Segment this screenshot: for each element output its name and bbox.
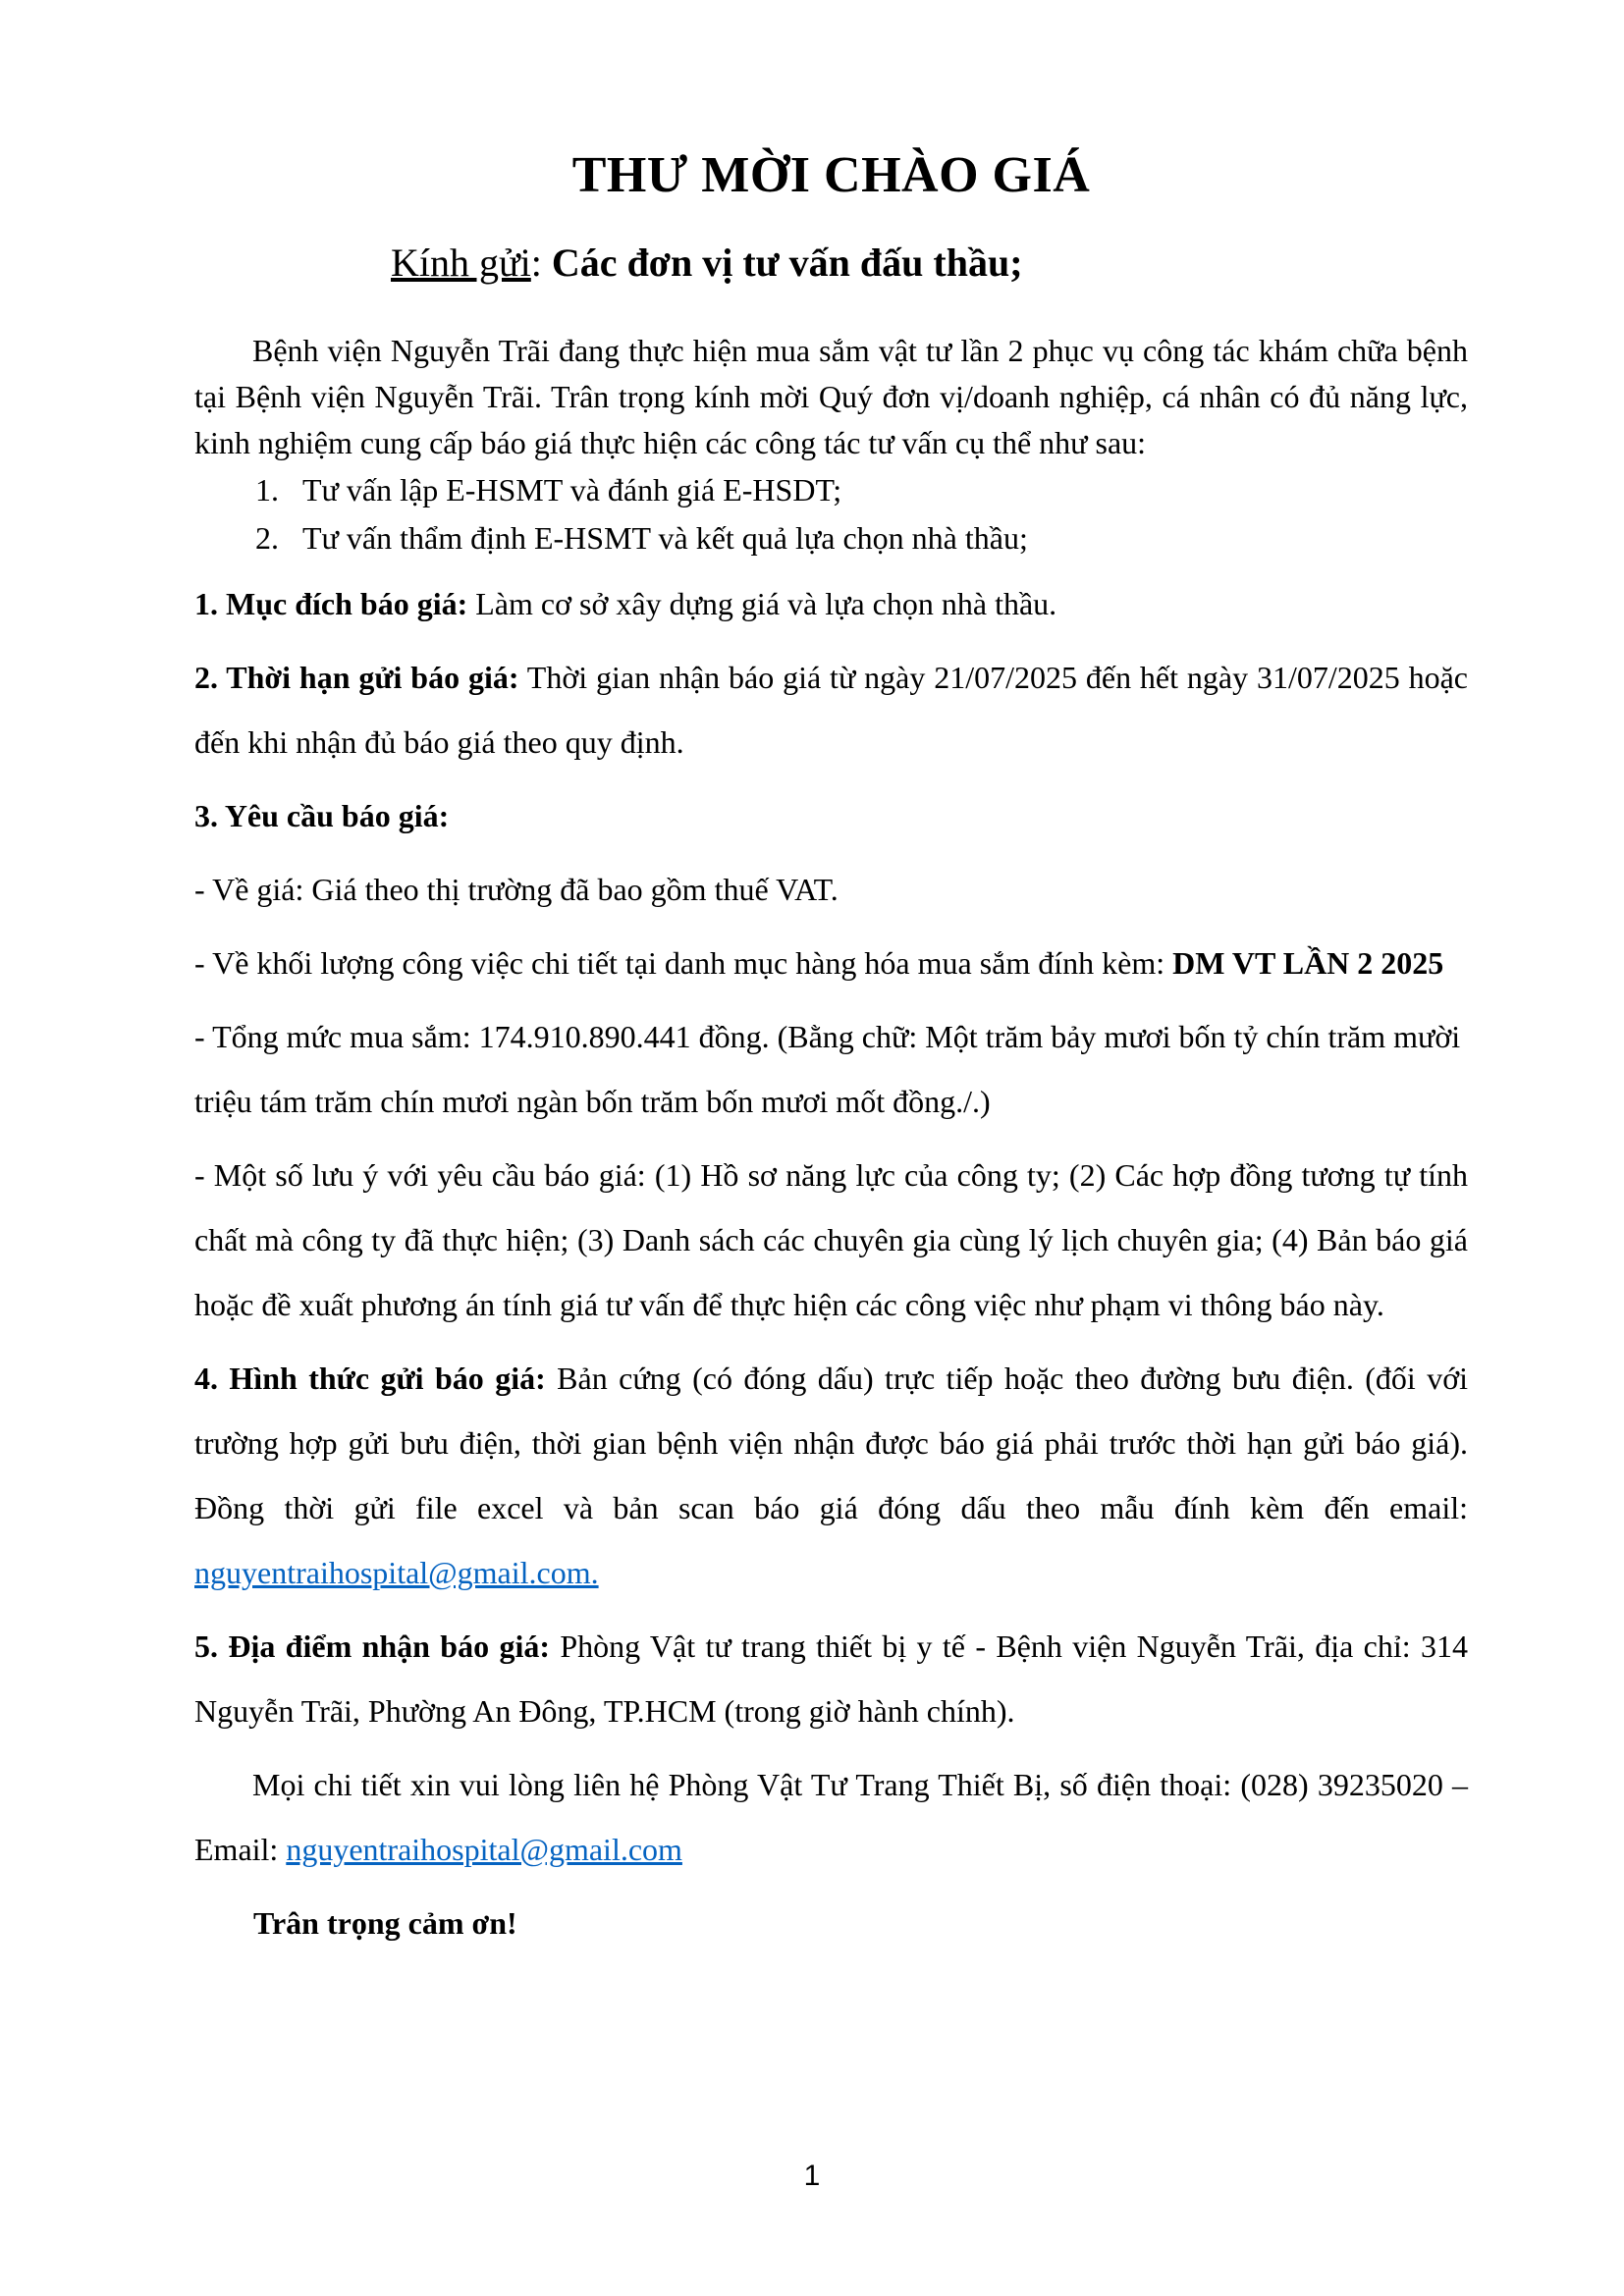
section-2-text: Thời gian nhận báo giá từ ngày 21/07/2025 đến hết ngày 31/07/2025 hoặc đến khi nhận đủ báo giá theo quy định.	[194, 660, 1469, 760]
requirement-scope-text: - Về khối lượng công việc chi tiết tại danh mục hàng hóa mua sắm đính kèm:	[194, 945, 1173, 981]
salutation-separator: :	[530, 240, 552, 285]
task-number: 2.	[255, 520, 279, 556]
section-2-paragraph	[194, 645, 1468, 774]
section-4-paragraph	[194, 1346, 1468, 1605]
section-1-text: Làm cơ sở xây dựng giá và lựa chọn nhà thầu.	[467, 586, 1057, 621]
task-item	[255, 466, 1468, 514]
section-4-label: 4. Hình thức gửi báo giá:	[194, 1361, 546, 1396]
task-item	[255, 514, 1468, 562]
section-5-label: 5. Địa điểm nhận báo giá:	[194, 1629, 550, 1664]
salutation	[391, 238, 1468, 289]
requirement-scope-attachment-name: DM VT LẦN 2 2025	[1172, 945, 1444, 981]
section-1-label: 1. Mục đích báo giá:	[194, 586, 468, 621]
contact-text: Mọi chi tiết xin vui lòng liên hệ Phòng Vật Tư Trang Thiết Bị, số điện thoại: (028) 39235020 – Email:	[194, 1767, 1468, 1867]
page-title: THƯ MỜI CHÀO GIÁ	[571, 147, 1091, 203]
task-number: 1.	[255, 472, 279, 507]
email-link-1[interactable]: nguyentraihospital@gmail.com.	[194, 1555, 599, 1590]
task-text: Tư vấn thẩm định E-HSMT và kết quả lựa chọn nhà thầu;	[302, 520, 1028, 556]
salutation-label: Kính gửi	[391, 240, 531, 285]
section-5-paragraph	[194, 1614, 1468, 1743]
requirement-item-total-budget: - Tổng mức mua sắm: 174.910.890.441 đồng. (Bằng chữ: Một trăm bảy mươi bốn tỷ chín trăm mười triệu tám trăm chín mươi ngàn bốn trăm bốn mươi mốt đồng./.)	[194, 1019, 1461, 1119]
closing-text: Trân trọng cảm ơn!	[253, 1905, 517, 1941]
requirement-item-scope	[194, 931, 1468, 995]
section-5-text: Phòng Vật tư trang thiết bị y tế - Bệnh viện Nguyễn Trãi, địa chỉ: 314 Nguyễn Trãi, Phường An Đông, TP.HCM (trong giờ hành chính).	[194, 1629, 1469, 1729]
section-3-heading	[194, 783, 1468, 848]
requirement-item-notes: - Một số lưu ý với yêu cầu báo giá: (1) Hồ sơ năng lực của công ty; (2) Các hợp đồng tương tự tính chất mà công ty đã thực hiện; (3) Danh sách các chuyên gia cùng lý lịch chuyên gia; (4) Bản báo giá hoặc đề xuất phương án tính giá tư vấn để thực hiện các công việc như phạm vi thông báo này.	[194, 1157, 1468, 1322]
page-number: 1	[803, 2160, 821, 2192]
intro-paragraph: Bệnh viện Nguyễn Trãi đang thực hiện mua sắm vật tư lần 2 phục vụ công tác khám chữa bệnh tại Bệnh viện Nguyễn Trãi. Trân trọng kính mời Quý đơn vị/doanh nghiệp, cá nhân có đủ năng lực, kinh nghiệm cung cấp báo giá thực hiện các công tác tư vấn cụ thể như sau:	[194, 333, 1468, 460]
section-3-label: 3. Yêu cầu báo giá:	[194, 798, 450, 833]
section-2-label: 2. Thời hạn gửi báo giá:	[194, 660, 519, 695]
email-link-2[interactable]: nguyentraihospital@gmail.com	[286, 1832, 682, 1867]
section-4-text: Bản cứng (có đóng dấu) trực tiếp hoặc theo đường bưu điện. (đối với trường hợp gửi bưu điện, thời gian bệnh viện nhận được báo giá phải trước thời hạn gửi báo giá). Đồng thời gửi file excel và bản scan báo giá đóng dấu theo mẫu đính kèm đến email:	[194, 1361, 1469, 1525]
salutation-recipient: Các đơn vị tư vấn đấu thầu;	[551, 240, 1023, 285]
task-list	[255, 466, 1468, 562]
contact-paragraph	[194, 1752, 1468, 1882]
section-1-paragraph	[194, 571, 1468, 636]
task-text: Tư vấn lập E-HSMT và đánh giá E-HSDT;	[302, 472, 842, 507]
requirement-item-price: - Về giá: Giá theo thị trường đã bao gồm thuế VAT.	[194, 872, 839, 907]
